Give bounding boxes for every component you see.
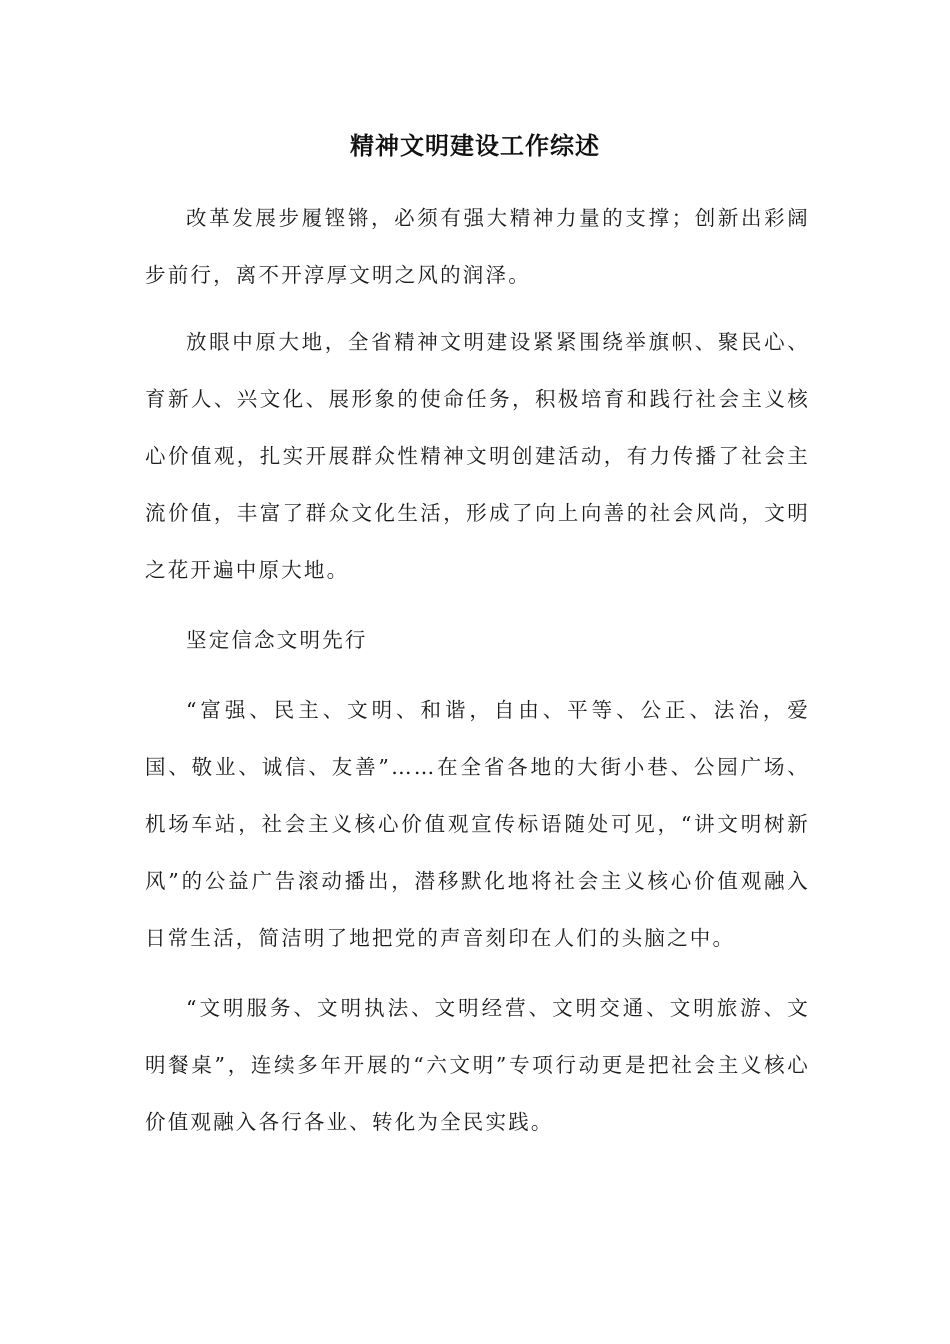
document-title: 精神文明建设工作综述 bbox=[350, 131, 600, 160]
paragraph-six-civilizations: “文明服务、文明执法、文明经营、文明交通、文明旅游、文明餐桌”，连续多年开展的“六文明”专项行动更是把社会主义核心价值观融入各行各业、转化为全民实践。 bbox=[145, 996, 810, 1134]
paragraph-core-values: “富强、民主、文明、和谐，自由、平等、公正、法治，爱国、敬业、诚信、友善”……在全省各地的大街小巷、公园广场、机场车站，社会主义核心价值观宣传标语随处可见，“讲文明树新风”的公益广告滚动播出，潜移默化地将社会主义核心价值观融入日常生活，简洁明了地把党的声音刻印在人们的头脑之中。 bbox=[145, 698, 810, 950]
paragraph-overview: 放眼中原大地，全省精神文明建设紧紧围绕举旗帜、聚民心、育新人、兴文化、展形象的使命任务，积极培育和践行社会主义核心价值观，扎实开展群众性精神文明创建活动，有力传播了社会主流价值，丰富了群众文化生活，形成了向上向善的社会风尚，文明之花开遍中原大地。 bbox=[145, 330, 810, 582]
section-heading: 坚定信念文明先行 bbox=[186, 628, 368, 652]
paragraph-intro: 改革发展步履铿锵，必须有强大精神力量的支撑；创新出彩阔步前行，离不开淳厚文明之风的润泽。 bbox=[145, 206, 810, 287]
